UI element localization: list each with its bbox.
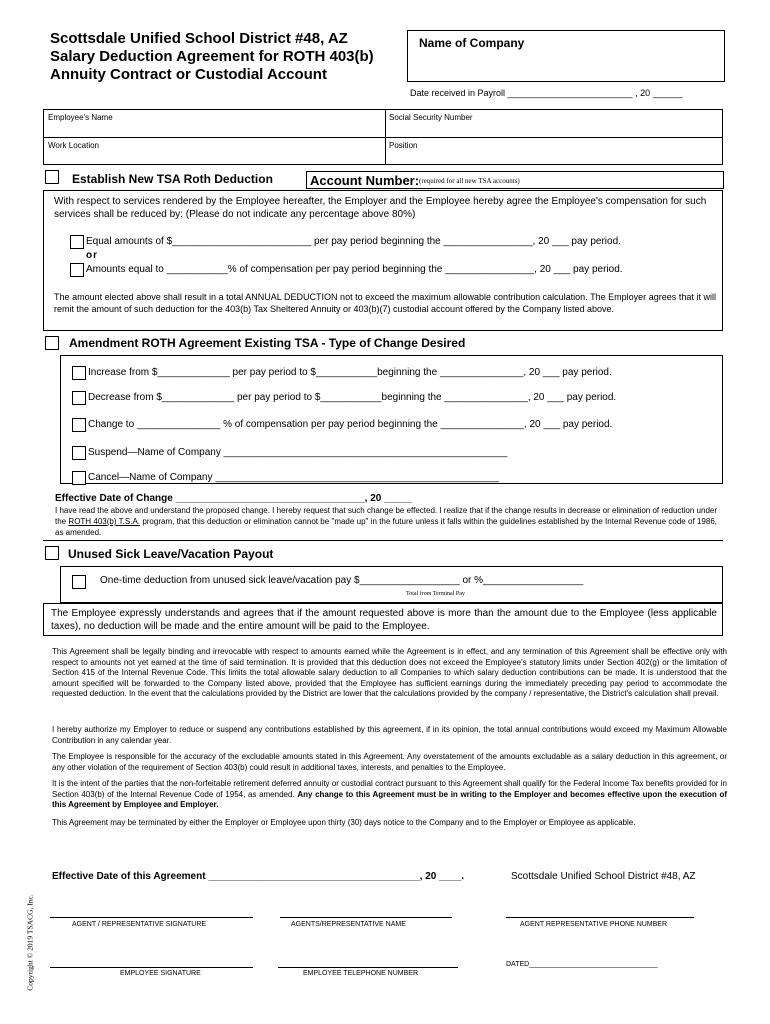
company-name-label: Name of Company bbox=[419, 36, 525, 50]
title-line-2: Salary Deduction Agreement for ROTH 403(b) bbox=[50, 48, 374, 65]
terms-paragraph-4a: It is the intent of the parties that the non-forfeitable retirement deferred annuity or custodial contract pursuant to this Agreement shall qualify for the Federal Income Tax benefits provided for in Section 403(b) of the Internal Revenue Code of 1954, as amended. bbox=[52, 779, 727, 799]
cancel-line[interactable]: Cancel—Name of Company ___________________________________________________ bbox=[88, 472, 499, 483]
establish-checkbox[interactable] bbox=[45, 170, 59, 184]
cancel-checkbox[interactable] bbox=[72, 471, 86, 485]
decrease-checkbox[interactable] bbox=[72, 391, 86, 405]
date-received-payroll[interactable]: Date received in Payroll _________________________ , 20 ______ bbox=[410, 88, 683, 98]
copyright-notice: Copyright © 2019 TSACG, Inc. bbox=[25, 894, 35, 991]
terms-paragraph-2: I hereby authorize my Employer to reduce or suspend any contributions established by this agreement, if in its opinion, the total annual contributions would exceed my Maximum Allowable Contribution in any calendar year. bbox=[52, 725, 727, 745]
account-number-note: (required for all new TSA accounts) bbox=[419, 177, 520, 185]
table-divider-h bbox=[43, 137, 723, 138]
ssn-field[interactable]: Social Security Number bbox=[389, 113, 473, 122]
increase-checkbox[interactable] bbox=[72, 366, 86, 380]
work-location-field[interactable]: Work Location bbox=[48, 141, 99, 150]
agent-name-line[interactable] bbox=[280, 917, 452, 918]
agent-signature-label: AGENT / REPRESENTATIVE SIGNATURE bbox=[72, 921, 207, 928]
decrease-line[interactable]: Decrease from $_____________ per pay period to $___________beginning the _______________, 20 ___ pay period. bbox=[88, 392, 617, 403]
amendment-title: Amendment ROTH Agreement Existing TSA - Type of Change Desired bbox=[69, 336, 466, 350]
agent-phone-line[interactable] bbox=[506, 917, 694, 918]
agent-signature-line[interactable] bbox=[50, 917, 253, 918]
suspend-line[interactable]: Suspend—Name of Company ___________________________________________________ bbox=[88, 447, 508, 458]
amounts-equal-checkbox[interactable] bbox=[70, 263, 84, 277]
equal-amounts-checkbox[interactable] bbox=[70, 235, 84, 249]
account-number-label: Account Number: bbox=[310, 173, 420, 188]
total-from-terminal-pay: Total from Terminal Pay bbox=[406, 591, 465, 597]
title-line-1: Scottsdale Unified School District #48, AZ bbox=[50, 30, 348, 47]
terms-paragraph-4 bbox=[52, 779, 727, 811]
company-name-box[interactable] bbox=[407, 30, 725, 82]
terms-paragraph-3: The Employee is responsible for the accuracy of the excludable amounts stated in this Agreement. Any overstatement of the amounts excludable as a salary deduction in this agreement, or any other violation of the requirement of Section 403(b) could result in additional taxes, interests, and penalties to the Employee. bbox=[52, 752, 727, 772]
title-line-3: Annuity Contract or Custodial Account bbox=[50, 66, 327, 83]
increase-line[interactable]: Increase from $_____________ per pay period to $___________beginning the _______________, 20 ___ pay period. bbox=[88, 367, 612, 378]
dated-field[interactable]: DATED_________________________________ bbox=[506, 961, 658, 968]
effective-date-change[interactable]: Effective Date of Change __________________________________, 20 _____ bbox=[55, 493, 412, 504]
equal-amounts-line[interactable]: Equal amounts of $_________________________ per pay period beginning the ________________, 20 ___ pay period. bbox=[86, 236, 621, 247]
amendment-checkbox[interactable] bbox=[45, 336, 59, 350]
establish-title: Establish New TSA Roth Deduction bbox=[72, 172, 273, 186]
district-name: Scottsdale Unified School District #48, AZ bbox=[511, 871, 696, 882]
terms-paragraph-5: This Agreement may be terminated by either the Employer or Employee upon thirty (30) days notice to the Company and to the Employer or Employee as applicable. bbox=[52, 818, 636, 827]
change-line[interactable]: Change to _______________ % of compensation per pay period beginning the _______________, 20 ___ pay period. bbox=[88, 419, 613, 430]
annual-deduction-note: The amount elected above shall result in a total ANNUAL DEDUCTION not to exceed the maximum allowable contribution calculation. The Employer agrees that it will remit the amount of such deduction for the 403(b) Tax Sheltered Annuity or 403(b)(7) custodial account offered by the Company listed above. bbox=[54, 292, 716, 314]
account-number-box[interactable] bbox=[306, 171, 724, 189]
terms-paragraph-1: This Agreement shall be legally binding and irrevocable with respect to amounts earned while the Agreement is in effect, and any termination of this Agreement shall be effective only with respect to amounts not yet earned at the time of said termination. It is provided that this deduction does not exceed the Employee's statutory limits under Section 402(g) or the limitation of Section 415 of the Internal Revenue Code. This limits the total allowable salary deduction to all Companies to which salary deduction contributions can be made. It is understood that the amount specified will be forwarded to the Company listed above, provided that the Employee has sufficient earnings during the immediately preceding pay period to accommodate the requested deduction. In the event that the calculations provided by the District are lower that the calculations provided by the company / representative, the District's calculation shall prevail. bbox=[52, 647, 727, 698]
effective-date-agreement[interactable]: Effective Date of this Agreement ______________________________________, 20 ____. bbox=[52, 871, 465, 882]
agent-phone-label: AGENT REPRESENTATIVE PHONE NUMBER bbox=[520, 921, 668, 928]
position-field[interactable]: Position bbox=[389, 141, 418, 150]
acknowledge-text bbox=[55, 505, 717, 538]
employee-signature-line[interactable] bbox=[50, 967, 253, 968]
terms-paragraph-4b: Any change to this Agreement must be in writing to the Employer and becomes effective upon the execution of this Agreement by Employee and Employer. bbox=[52, 789, 727, 809]
amendment-bottom-rule bbox=[43, 540, 723, 541]
employee-phone-line[interactable] bbox=[278, 967, 458, 968]
form-title bbox=[50, 30, 374, 84]
sick-leave-title: Unused Sick Leave/Vacation Payout bbox=[68, 547, 274, 561]
employee-phone-label: EMPLOYEE TELEPHONE NUMBER bbox=[303, 970, 419, 977]
acknowledge-text-b: program, that this deduction or elimination cannot be "made up" in the future unless it falls within the guidelines established by the Internal Revenue code of 1986, as amended. bbox=[55, 517, 718, 537]
one-time-deduction-line[interactable]: One-time deduction from unused sick leave/vacation pay $__________________ or %__________________ bbox=[100, 575, 584, 586]
amounts-equal-line[interactable]: Amounts equal to ___________% of compensation per pay period beginning the ________________, 20 ___ pay period. bbox=[86, 264, 623, 275]
roth-403b-link: ROTH 403(b) T.S.A. bbox=[68, 517, 141, 526]
understands-text: The Employee expressly understands and agrees that if the amount requested above is more than the amount due to the Employee (less applicable taxes), no deduction will be made and the entire amount will be paid to the Employee. bbox=[51, 608, 717, 632]
sick-leave-checkbox[interactable] bbox=[45, 546, 59, 560]
employee-name-field[interactable]: Employee's Name bbox=[48, 113, 113, 122]
acknowledge-text-a: I have read the above and understand the proposed change. I hereby request that such change be effected. I realize that if the change results in decrease or elimination of reduction under the bbox=[55, 506, 717, 526]
agent-name-label: AGENTS/REPRESENTATIVE NAME bbox=[291, 921, 406, 928]
one-time-checkbox[interactable] bbox=[72, 575, 86, 589]
employee-signature-label: EMPLOYEE SIGNATURE bbox=[120, 970, 201, 977]
or-label: or bbox=[86, 250, 98, 261]
establish-intro: With respect to services rendered by the Employee hereafter, the Employer and the Employee hereby agree the Employee's compensation for such services shall be reduced by: (Please do not indicate any percentage above 80%) bbox=[54, 196, 707, 220]
suspend-checkbox[interactable] bbox=[72, 446, 86, 460]
change-checkbox[interactable] bbox=[72, 418, 86, 432]
